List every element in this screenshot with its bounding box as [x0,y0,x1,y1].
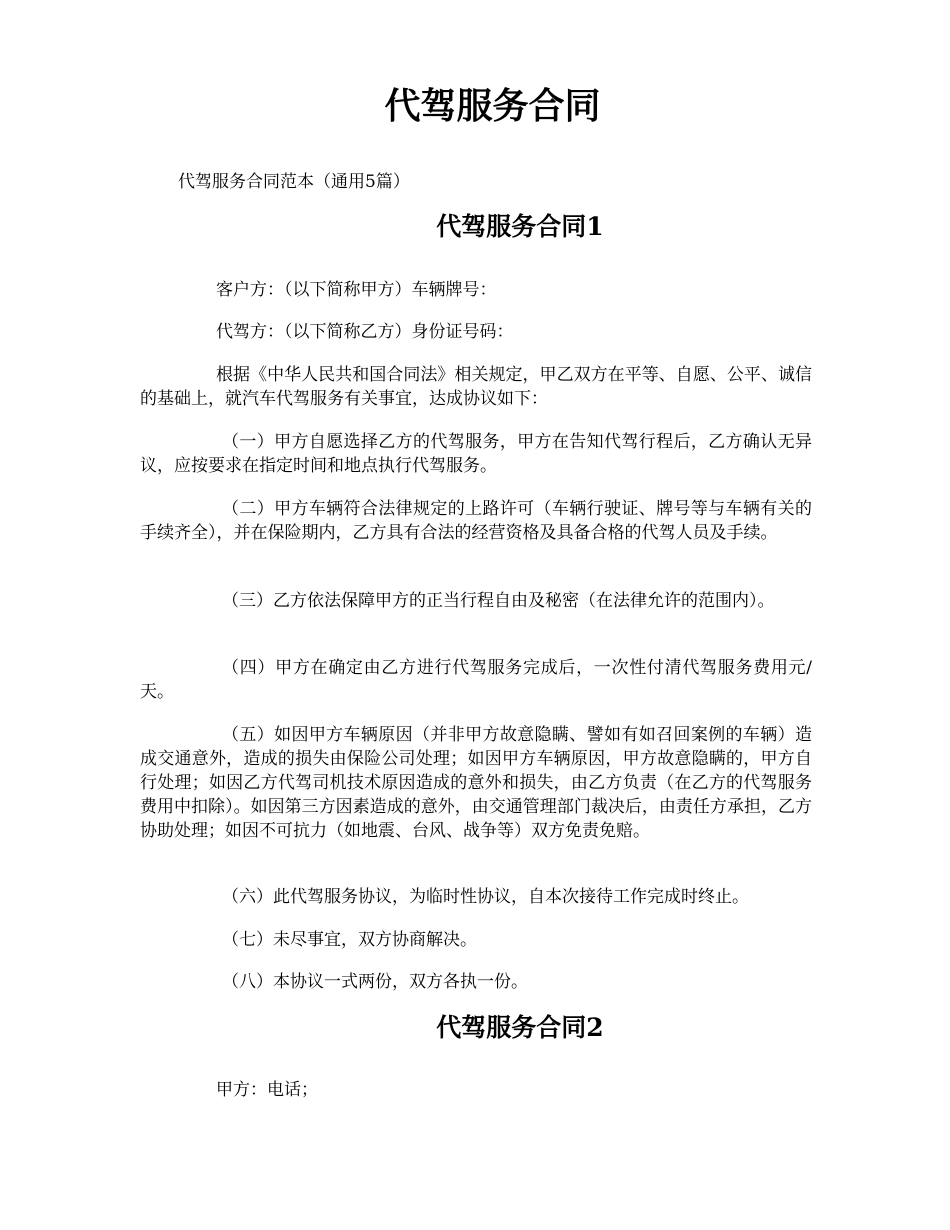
document-title: 代驾服务合同 [384,85,601,127]
paragraph: （一）甲方自愿选择乙方的代驾服务，甲方在告知代驾行程后，乙方确认无异议，应按要求在指定时间和地点执行代驾服务。 [140,432,812,476]
section-2-title: 代驾服务合同2 [436,1013,604,1042]
paragraph: （八）本协议一式两份，双方各执一份。 [222,972,528,992]
paragraph: 客户方：（以下简称甲方）车辆牌号： [216,280,497,300]
paragraph: 甲方：电话； [216,1080,318,1100]
paragraph: （二）甲方车辆符合法律规定的上路许可（车辆行驶证、牌号等与车辆有关的手续齐全），并在保险期内，乙方具有合法的经营资格及具备合格的代驾人员及手续。 [140,499,812,543]
paragraph: （四）甲方在确定由乙方进行代驾服务完成后，一次性付清代驾服务费用元/天。 [140,658,812,702]
paragraph: （三）乙方依法保障甲方的正当行程自由及秘密（在法律允许的范围内）。 [222,591,775,611]
section-1-title: 代驾服务合同1 [436,212,604,241]
paragraph: （六）此代驾服务协议，为临时性协议，自本次接待工作完成时终止。 [222,887,749,907]
paragraph: 根据《中华人民共和国合同法》相关规定，甲乙双方在平等、自愿、公平、诚信的基础上，就汽车代驾服务有关事宜，达成协议如下： [140,365,812,409]
paragraph: 代驾方：（以下简称乙方）身份证号码： [216,322,514,342]
paragraph: （五）如因甲方车辆原因（并非甲方故意隐瞒、譬如有如召回案例的车辆）造成交通意外，造成的损失由保险公司处理；如因甲方车辆原因，甲方故意隐瞒的，甲方自行处理；如因乙方代驾司机技术原因造成的意外和损失，由乙方负责（在乙方的代驾服务费用中扣除）。如因第三方因素造成的意外，由交通管理部门裁决后，由责任方承担，乙方协助处理；如因不可抗力（如地震、台风、战争等）双方免责免赔。 [140,725,812,841]
paragraph: （七）未尽事宜，双方协商解决。 [222,930,477,950]
document-subtitle: 代驾服务合同范本（通用5篇） [178,172,410,192]
